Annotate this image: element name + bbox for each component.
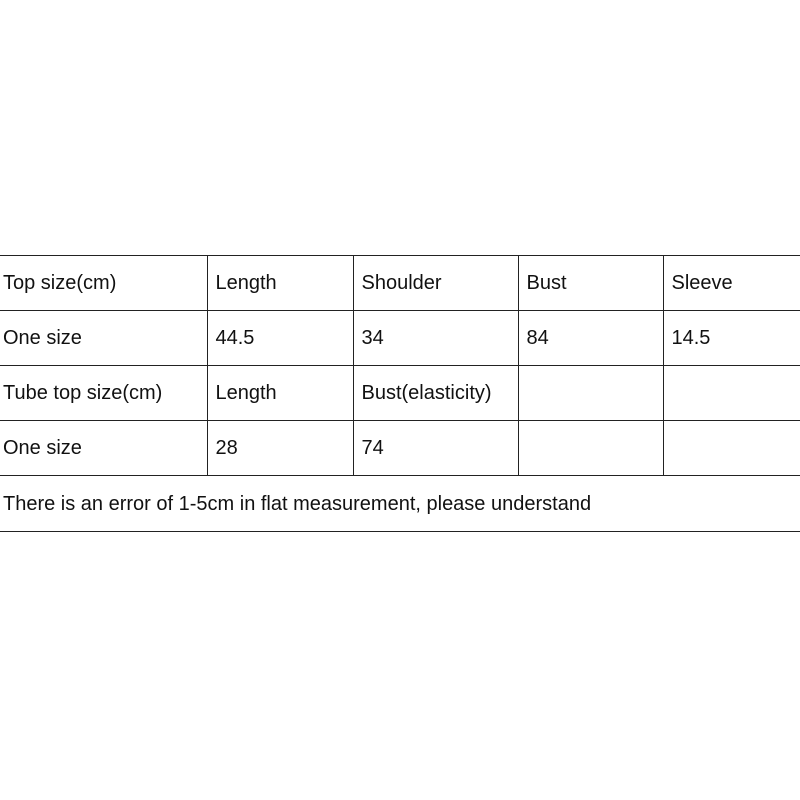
table-cell	[663, 366, 800, 421]
table-cell: One size	[0, 421, 207, 476]
table-cell	[518, 421, 663, 476]
table-cell: 34	[353, 311, 518, 366]
table-row	[0, 366, 800, 421]
table-cell	[663, 421, 800, 476]
table-cell: 44.5	[207, 311, 353, 366]
table-cell	[518, 366, 663, 421]
table-cell: Top size(cm)	[0, 256, 207, 311]
measurement-note: There is an error of 1-5cm in flat measurement, please understand	[0, 476, 800, 532]
table-row	[0, 421, 800, 476]
table-cell: 74	[353, 421, 518, 476]
size-chart-table	[0, 255, 800, 532]
table-cell: 28	[207, 421, 353, 476]
table-cell: 84	[518, 311, 663, 366]
table-cell: Length	[207, 256, 353, 311]
table-cell: Tube top size(cm)	[0, 366, 207, 421]
table-row	[0, 311, 800, 366]
note-row	[0, 476, 800, 532]
table-cell: 14.5	[663, 311, 800, 366]
table-row	[0, 256, 800, 311]
table-cell: One size	[0, 311, 207, 366]
table-cell: Length	[207, 366, 353, 421]
table-cell: Bust	[518, 256, 663, 311]
table-cell: Sleeve	[663, 256, 800, 311]
table-cell: Bust(elasticity)	[353, 366, 518, 421]
table-cell: Shoulder	[353, 256, 518, 311]
